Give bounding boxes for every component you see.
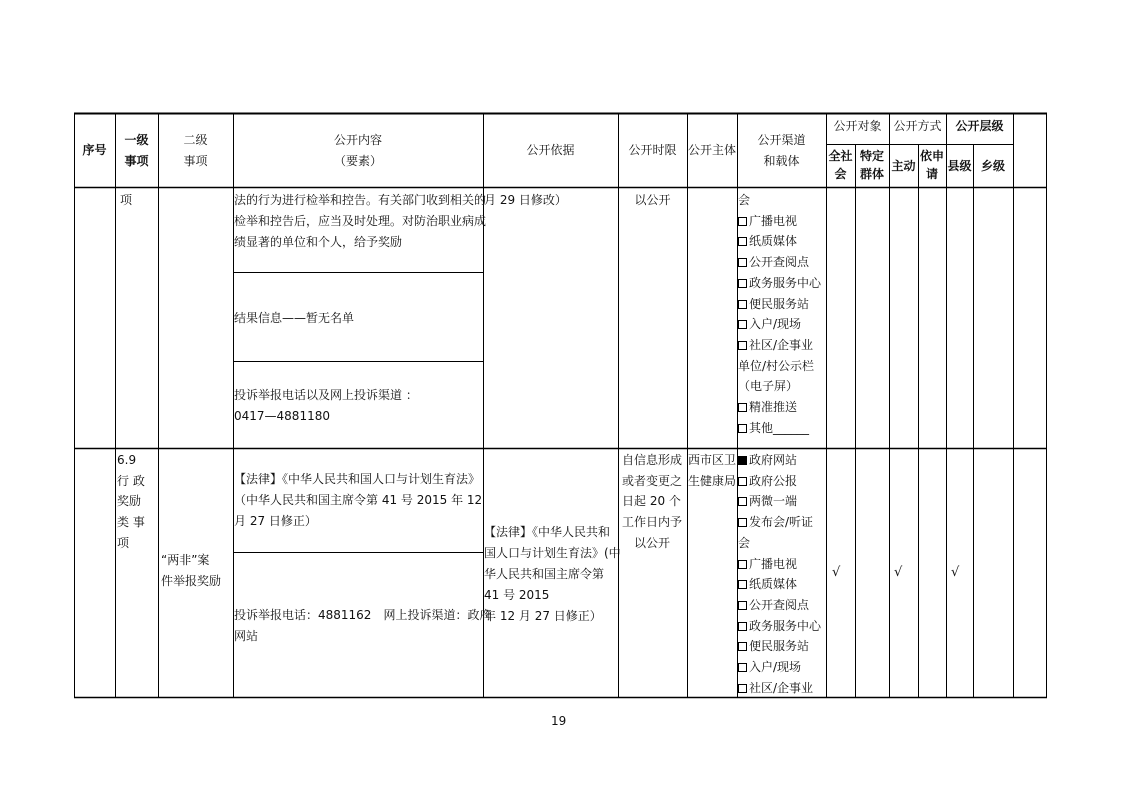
row1-channel-label: （电子屏） bbox=[738, 379, 799, 394]
unchecked-box-icon bbox=[738, 477, 747, 486]
unchecked-box-icon bbox=[738, 279, 747, 288]
row2-content-b: 投诉举报电话：4881162 网上投诉渠道：政府 网站 bbox=[234, 608, 492, 643]
row2-channel-item bbox=[738, 471, 821, 492]
header-level-group: 公开层级 bbox=[955, 119, 1004, 133]
row1-channel-item bbox=[738, 252, 821, 273]
unchecked-box-icon bbox=[738, 217, 747, 226]
header-subject: 公开主体 bbox=[687, 143, 736, 157]
row1-channel-label: 单位/村公示栏 bbox=[738, 358, 815, 373]
row2-channel-label: 广播电视 bbox=[749, 556, 798, 571]
unchecked-box-icon bbox=[738, 424, 747, 433]
unchecked-box-icon bbox=[738, 320, 747, 329]
row2-channel-item bbox=[738, 554, 821, 575]
row1-basis: 月 29 日修改） bbox=[484, 193, 567, 207]
unchecked-box-icon bbox=[738, 663, 747, 672]
row1-time-limit: 以公开 bbox=[634, 193, 671, 207]
row1-channel-label: 便民服务站 bbox=[749, 296, 810, 311]
row1-channel-label: 会 bbox=[738, 193, 751, 207]
row2-channel-label: 政务服务中心 bbox=[749, 618, 822, 633]
row1-content-b: 结果信息——暂无名单 bbox=[234, 311, 355, 325]
row1-channel-label: 其他______ bbox=[749, 420, 810, 435]
header-object-group: 公开对象 bbox=[833, 119, 882, 133]
unchecked-box-icon bbox=[738, 237, 747, 246]
row2-channel-label: 纸质媒体 bbox=[749, 577, 798, 592]
row1-channel-label: 广播电视 bbox=[749, 213, 798, 228]
row2-channel-item bbox=[738, 491, 821, 512]
row2-basis: 【法律】《中华人民共和 国人口与计划生育法》(中 华人民共和国主席令第 41 号 2015 年 12 月 27 日修正） bbox=[484, 525, 621, 623]
row1-channel-label: 社区/企事业 bbox=[749, 337, 814, 352]
row2-object-all-check: √ bbox=[832, 565, 841, 580]
page-number: 19 bbox=[551, 714, 567, 728]
header-method-group: 公开方式 bbox=[893, 119, 942, 133]
row1-channel-list bbox=[738, 190, 821, 438]
unchecked-box-icon bbox=[738, 642, 747, 651]
row2-level-county-check: √ bbox=[951, 565, 960, 580]
row2-level2: “两非”案 件举报奖励 bbox=[161, 553, 222, 588]
row2-method-active-check: √ bbox=[894, 565, 903, 580]
row1-channel-label: 纸质媒体 bbox=[749, 234, 798, 249]
row1-channel-item bbox=[738, 211, 821, 232]
row2-content-a: 【法律】《中华人民共和国人口与计划生育法》 （中华人民共和国主席令第 41 号 2015 年 12 月 27 日修正） bbox=[234, 472, 483, 528]
row1-channel-item bbox=[738, 231, 821, 252]
row2-channel-item bbox=[738, 616, 821, 637]
row2-channel-item bbox=[738, 678, 821, 699]
row2-channel-item bbox=[738, 512, 821, 533]
row2-level1: 6.9 行 政 奖励 类 事 项 bbox=[117, 453, 145, 550]
row1-level1: 项 bbox=[120, 193, 133, 207]
row1-content-c: 投诉举报电话以及网上投诉渠道 ： 0417—4881180 bbox=[234, 388, 418, 423]
unchecked-box-icon bbox=[738, 258, 747, 267]
header-seq: 序号 bbox=[82, 143, 107, 157]
header-method-request: 依申 请 bbox=[919, 149, 944, 181]
row1-channel-label: 公开查阅点 bbox=[749, 255, 810, 270]
row2-channel-item bbox=[738, 533, 821, 554]
header-object-all: 全社 会 bbox=[828, 149, 853, 181]
row2-channel-label: 政府网站 bbox=[749, 453, 798, 467]
row1-channel-item bbox=[738, 397, 821, 418]
row2-channel-label: 公开查阅点 bbox=[749, 597, 810, 612]
unchecked-box-icon bbox=[738, 560, 747, 569]
row2-time-limit: 自信息形成 或者变更之 日起 20 个 工作日内予 以公开 bbox=[622, 453, 683, 550]
row1-channel-item bbox=[738, 314, 821, 335]
row2-channel-item bbox=[738, 636, 821, 657]
row1-channel-item bbox=[738, 294, 821, 315]
unchecked-box-icon bbox=[738, 403, 747, 412]
row2-channel-label: 政府公报 bbox=[749, 473, 798, 488]
unchecked-box-icon bbox=[738, 518, 747, 527]
header-object-specific: 特定 群体 bbox=[859, 149, 884, 181]
unchecked-box-icon bbox=[738, 341, 747, 350]
row1-channel-label: 入户/现场 bbox=[749, 317, 802, 332]
row1-channel-item bbox=[738, 190, 821, 211]
unchecked-box-icon bbox=[738, 300, 747, 309]
row2-channel-label: 两微一端 bbox=[749, 494, 798, 509]
header-level2: 二级 事项 bbox=[183, 133, 208, 168]
row1-channel-item bbox=[738, 376, 821, 397]
row1-channel-item bbox=[738, 335, 821, 356]
unchecked-box-icon bbox=[738, 601, 747, 610]
unchecked-box-icon bbox=[738, 580, 747, 589]
unchecked-box-icon bbox=[738, 497, 747, 506]
row2-channel-label: 发布会/听证 bbox=[749, 515, 814, 530]
header-level1: 一级 事项 bbox=[124, 133, 149, 168]
header-content: 公开内容 （要素） bbox=[333, 133, 382, 168]
checked-box-icon bbox=[738, 456, 747, 465]
header-basis: 公开依据 bbox=[526, 143, 575, 157]
header-method-active: 主动 bbox=[891, 159, 916, 173]
header-level-township: 乡级 bbox=[980, 159, 1005, 173]
row2-channel-label: 会 bbox=[738, 535, 751, 550]
header-channel: 公开渠道 和载体 bbox=[757, 133, 806, 168]
row2-channel-label: 便民服务站 bbox=[749, 639, 810, 654]
row1-channel-item bbox=[738, 356, 821, 377]
row2-channel-item bbox=[738, 450, 821, 471]
row1-channel-label: 精准推送 bbox=[749, 400, 798, 415]
row1-channel-label: 政务服务中心 bbox=[749, 275, 822, 290]
row2-channel-item bbox=[738, 595, 821, 616]
row2-channel-label: 社区/企事业 bbox=[749, 680, 814, 695]
unchecked-box-icon bbox=[738, 622, 747, 631]
row1-content-a: 法的行为进行检举和控告。有关部门收到相关的 检举和控告后，应当及时处理。对防治职业病成 绩显著的单位和个人，给予奖励 bbox=[234, 193, 487, 249]
unchecked-box-icon bbox=[738, 684, 747, 693]
row2-channel-item bbox=[738, 657, 821, 678]
header-level-county: 县级 bbox=[947, 159, 972, 173]
row1-channel-item bbox=[738, 418, 821, 439]
row2-channel-list bbox=[738, 450, 821, 698]
row2-channel-item bbox=[738, 574, 821, 595]
row2-channel-label: 入户/现场 bbox=[749, 660, 802, 675]
header-time-limit: 公开时限 bbox=[628, 143, 677, 157]
row2-subject: 西市区卫 生健康局 bbox=[688, 453, 737, 488]
row1-channel-item bbox=[738, 273, 821, 294]
